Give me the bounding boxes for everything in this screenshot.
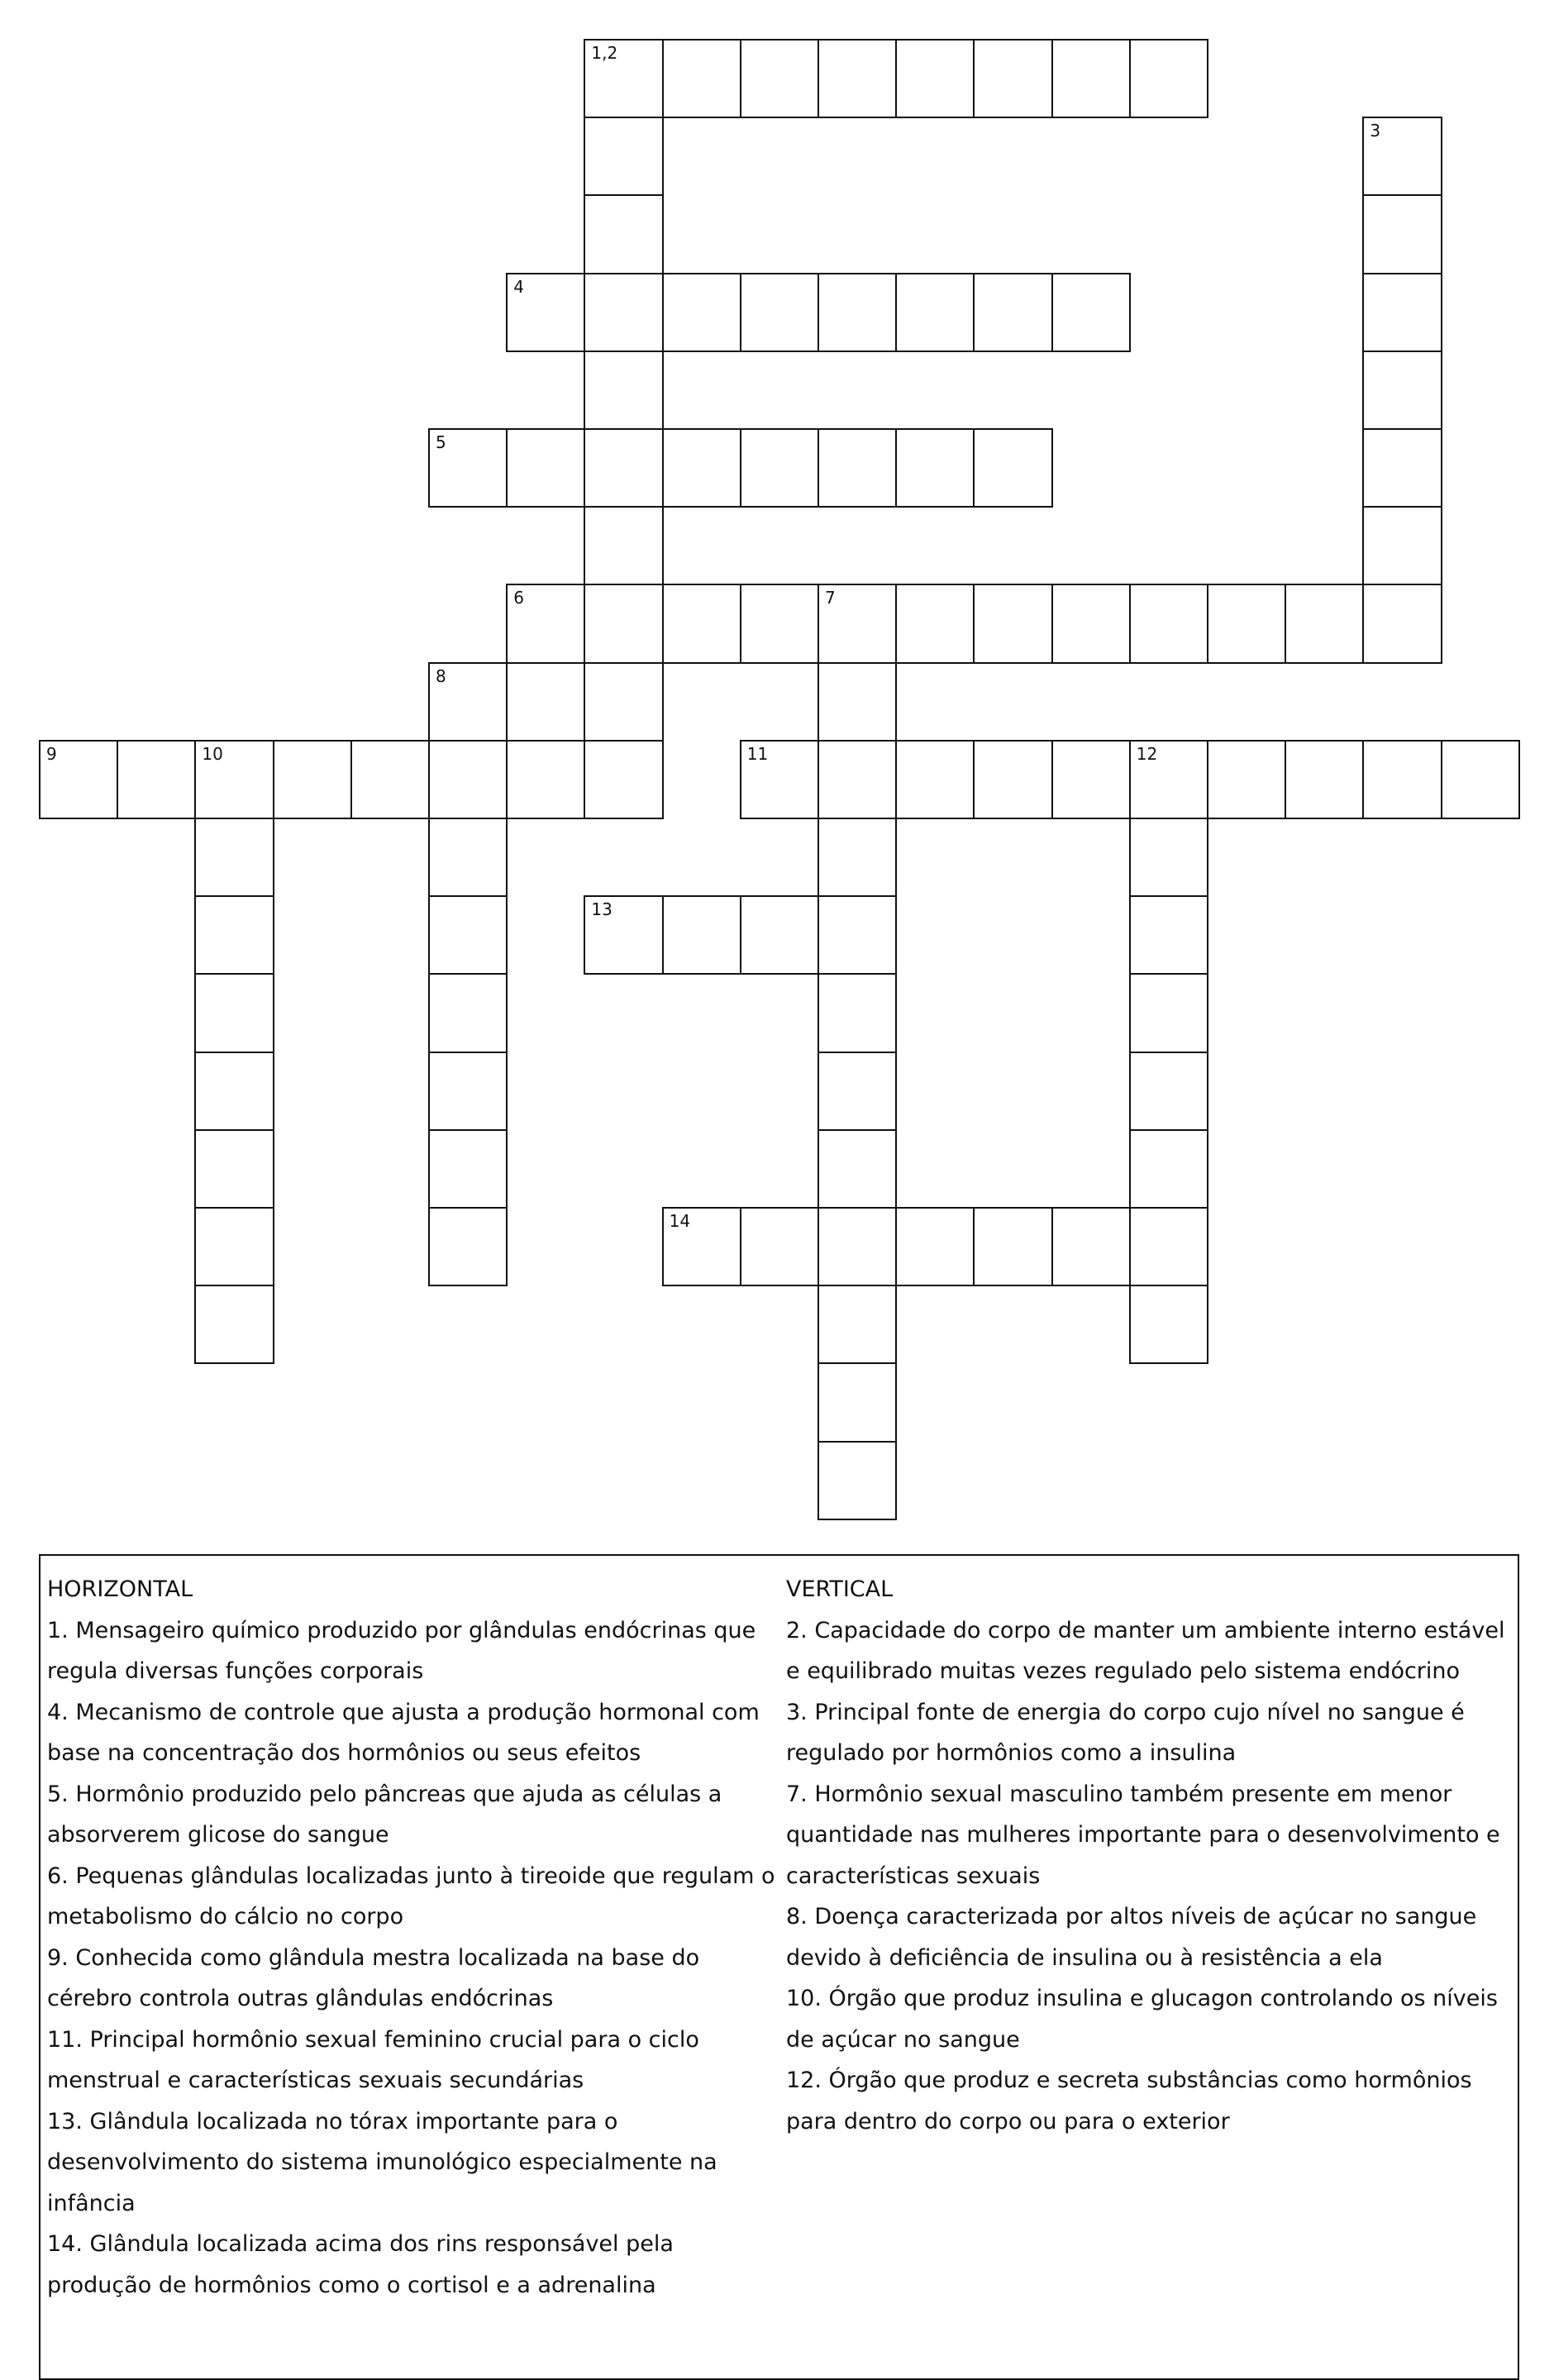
grid-cell[interactable]	[1129, 895, 1208, 975]
grid-cell[interactable]	[428, 973, 508, 1052]
horizontal-clue: 9. Conhecida como glândula mestra localizada na base do cérebro controla outras glândulas endócrinas	[47, 1944, 700, 2011]
grid-cell[interactable]	[1129, 1129, 1208, 1209]
grid-cell[interactable]	[1207, 584, 1286, 663]
grid-cell[interactable]	[662, 1207, 741, 1286]
grid-cell[interactable]	[428, 1052, 508, 1131]
grid-cell[interactable]	[506, 273, 585, 352]
grid-cell[interactable]	[1051, 584, 1131, 663]
grid-cell[interactable]	[584, 194, 663, 274]
grid-cell[interactable]	[1051, 273, 1131, 352]
grid-cell[interactable]	[1362, 584, 1442, 663]
grid-cell[interactable]	[428, 662, 508, 742]
grid-cell[interactable]	[194, 818, 274, 897]
grid-cell[interactable]	[1051, 1207, 1131, 1286]
clue-number: 6	[513, 588, 524, 608]
grid-cell[interactable]	[350, 740, 430, 819]
grid-cell[interactable]	[1129, 584, 1208, 663]
grid-cell[interactable]	[1129, 973, 1208, 1052]
grid-cell[interactable]	[740, 584, 819, 663]
grid-cell[interactable]	[584, 428, 663, 508]
grid-cell[interactable]	[194, 973, 274, 1052]
clue-number: 14	[669, 1211, 691, 1231]
grid-cell[interactable]	[895, 740, 975, 819]
vertical-clues	[786, 1569, 1513, 2142]
vertical-clue: 8. Doença caracterizada por altos níveis de açúcar no sangue devido à deficiência de insulina ou à resistência a ela	[786, 1904, 1477, 1971]
grid-cell[interactable]	[818, 973, 897, 1052]
grid-cell[interactable]	[1129, 740, 1208, 819]
grid-cell[interactable]	[1362, 194, 1442, 274]
grid-cell[interactable]	[740, 428, 819, 508]
horizontal-clue: 4. Mecanismo de controle que ajusta a produção hormonal com base na concentração dos hormônios ou seus efeitos	[47, 1699, 760, 1766]
grid-cell[interactable]	[428, 895, 508, 975]
clue-number: 13	[591, 899, 613, 920]
grid-cell[interactable]	[662, 39, 741, 118]
grid-cell[interactable]	[1362, 273, 1442, 352]
grid-cell[interactable]	[39, 740, 118, 819]
grid-cell[interactable]	[895, 428, 975, 508]
grid-cell[interactable]	[973, 1207, 1052, 1286]
grid-cell[interactable]	[194, 1285, 274, 1364]
grid-cell[interactable]	[584, 506, 663, 585]
grid-cell[interactable]	[506, 740, 585, 819]
clue-number: 9	[46, 743, 57, 764]
grid-cell[interactable]	[740, 39, 819, 118]
grid-cell[interactable]	[1441, 740, 1520, 819]
grid-cell[interactable]	[973, 273, 1052, 352]
horizontal-clue: 6. Pequenas glândulas localizadas junto à tireoide que regulam o metabolismo do cálcio no corpo	[47, 1863, 775, 1929]
vertical-clue: 7. Hormônio sexual masculino também presente em menor quantidade nas mulheres importante para o desenvolvimento e características sexuais	[786, 1781, 1500, 1889]
horizontal-clue: 11. Principal hormônio sexual feminino crucial para o ciclo menstrual e características sexuais secundárias	[47, 2026, 699, 2093]
grid-cell[interactable]	[584, 662, 663, 742]
grid-cell[interactable]	[1362, 351, 1442, 430]
grid-cell[interactable]	[428, 1207, 508, 1286]
grid-cell[interactable]	[584, 895, 663, 975]
vertical-clue: 3. Principal fonte de energia do corpo cujo nível no sangue é regulado por hormônios como a insulina	[786, 1699, 1465, 1766]
horizontal-clue: 5. Hormônio produzido pelo pâncreas que ajuda as células a absorverem glicose do sangue	[47, 1781, 722, 1848]
grid-cell[interactable]	[740, 1207, 819, 1286]
clue-number: 8	[436, 665, 446, 686]
grid-cell[interactable]	[973, 584, 1052, 663]
clue-number: 3	[1370, 121, 1381, 141]
grid-cell[interactable]	[117, 740, 196, 819]
horizontal-clue: 1. Mensageiro químico produzido por glândulas endócrinas que regula diversas funções corporais	[47, 1617, 756, 1684]
grid-cell[interactable]	[818, 818, 897, 897]
clue-number: 1,2	[591, 43, 618, 63]
grid-cell[interactable]	[818, 1207, 897, 1286]
grid-cell[interactable]	[506, 428, 585, 508]
grid-cell[interactable]	[584, 39, 663, 118]
vertical-clue: 10. Órgão que produz insulina e glucagon controlando os níveis de açúcar no sangue	[786, 1986, 1498, 2053]
grid-cell[interactable]	[818, 428, 897, 508]
vertical-clue: 12. Órgão que produz e secreta substâncias como hormônios para dentro do corpo ou para o exterior	[786, 2068, 1472, 2134]
clues-box	[39, 1554, 1519, 2380]
grid-cell[interactable]	[895, 1207, 975, 1286]
grid-cell[interactable]	[1362, 506, 1442, 585]
grid-cell[interactable]	[1051, 740, 1131, 819]
grid-cell[interactable]	[428, 428, 508, 508]
grid-cell[interactable]	[740, 740, 819, 819]
grid-cell[interactable]	[584, 117, 663, 196]
grid-cell[interactable]	[584, 273, 663, 352]
grid-cell[interactable]	[194, 895, 274, 975]
clue-number: 12	[1136, 743, 1158, 764]
grid-cell[interactable]	[584, 740, 663, 819]
grid-cell[interactable]	[818, 273, 897, 352]
grid-cell[interactable]	[818, 662, 897, 742]
grid-cell[interactable]	[662, 584, 741, 663]
grid-cell[interactable]	[194, 1052, 274, 1131]
clue-number: 7	[825, 588, 836, 608]
grid-cell[interactable]	[1285, 584, 1364, 663]
horizontal-heading: HORIZONTAL	[47, 1576, 193, 1602]
vertical-clue: 2. Capacidade do corpo de manter um ambiente interno estável e equilibrado muitas vezes regulado pelo sistema endócrino	[786, 1617, 1505, 1684]
grid-cell[interactable]	[1207, 740, 1286, 819]
grid-cell[interactable]	[194, 740, 274, 819]
grid-cell[interactable]	[506, 584, 585, 663]
grid-cell[interactable]	[895, 39, 975, 118]
grid-cell[interactable]	[1285, 740, 1364, 819]
grid-cell[interactable]	[818, 1362, 897, 1442]
grid-cell[interactable]	[818, 1129, 897, 1209]
grid-cell[interactable]	[194, 1129, 274, 1209]
grid-cell[interactable]	[1362, 117, 1442, 196]
clue-number: 11	[746, 743, 769, 764]
grid-cell[interactable]	[818, 895, 897, 975]
grid-cell[interactable]	[428, 740, 508, 819]
grid-cell[interactable]	[194, 1207, 274, 1286]
grid-cell[interactable]	[973, 740, 1052, 819]
grid-cell[interactable]	[428, 818, 508, 897]
grid-cell[interactable]	[818, 1285, 897, 1364]
grid-cell[interactable]	[584, 584, 663, 663]
grid-cell[interactable]	[818, 1441, 897, 1520]
grid-cell[interactable]	[973, 428, 1052, 508]
grid-cell[interactable]	[818, 39, 897, 118]
clue-number: 4	[513, 276, 524, 297]
grid-cell[interactable]	[818, 740, 897, 819]
grid-cell[interactable]	[662, 273, 741, 352]
grid-cell[interactable]	[1051, 39, 1131, 118]
grid-cell[interactable]	[1129, 1207, 1208, 1286]
grid-cell[interactable]	[273, 740, 352, 819]
grid-cell[interactable]	[428, 1129, 508, 1209]
grid-cell[interactable]	[895, 584, 975, 663]
grid-cell[interactable]	[973, 39, 1052, 118]
horizontal-clues	[47, 1569, 783, 2306]
grid-cell[interactable]	[895, 273, 975, 352]
grid-cell[interactable]	[1362, 740, 1442, 819]
grid-cell[interactable]	[818, 584, 897, 663]
grid-cell[interactable]	[1129, 39, 1208, 118]
horizontal-clue: 13. Glândula localizada no tórax importante para o desenvolvimento do sistema imunológico especialmente na infância	[47, 2108, 717, 2216]
clue-number: 10	[202, 743, 223, 764]
grid-cell[interactable]	[1129, 818, 1208, 897]
grid-cell[interactable]	[662, 428, 741, 508]
grid-cell[interactable]	[740, 895, 819, 975]
vertical-heading: VERTICAL	[786, 1576, 894, 1602]
grid-cell[interactable]	[1362, 428, 1442, 508]
horizontal-clue: 14. Glândula localizada acima dos rins responsável pela produção de hormônios como o cortisol e a adrenalina	[47, 2231, 674, 2298]
grid-cell[interactable]	[818, 1052, 897, 1131]
grid-cell[interactable]	[584, 351, 663, 430]
grid-cell[interactable]	[1129, 1052, 1208, 1131]
clue-number: 5	[436, 432, 446, 452]
grid-cell[interactable]	[1129, 1285, 1208, 1364]
grid-cell[interactable]	[740, 273, 819, 352]
grid-cell[interactable]	[662, 895, 741, 975]
